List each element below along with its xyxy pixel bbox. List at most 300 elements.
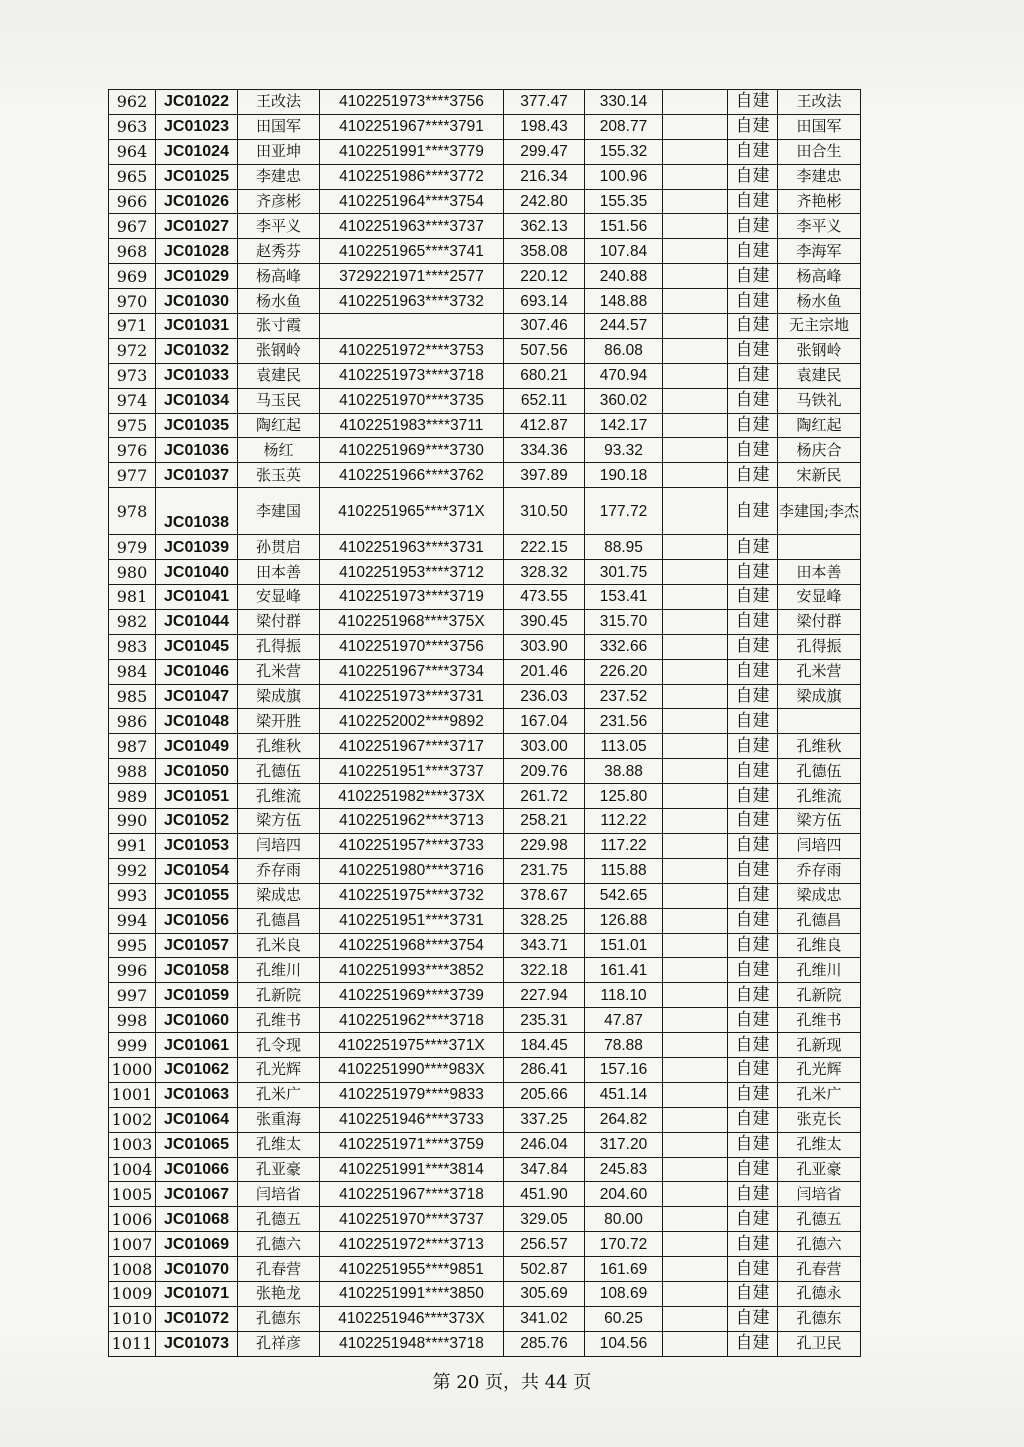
- area-value-1: 322.18: [504, 958, 585, 983]
- parcel-code: JC01048: [156, 709, 238, 734]
- id-number: 4102251967****3734: [320, 659, 504, 684]
- table-row: [109, 214, 861, 239]
- build-type: 自建: [728, 314, 778, 339]
- parcel-code: JC01034: [156, 388, 238, 413]
- holder-name: 杨水鱼: [238, 289, 320, 314]
- area-value-2: 155.32: [585, 139, 663, 164]
- parcel-code: JC01051: [156, 784, 238, 809]
- table-row: [109, 1232, 861, 1257]
- row-number: 1008: [109, 1257, 156, 1282]
- parcel-code: JC01057: [156, 933, 238, 958]
- land-registry-table: [108, 89, 861, 1357]
- area-value-1: 377.47: [504, 90, 585, 115]
- table-row: [109, 734, 861, 759]
- area-value-1: 220.12: [504, 264, 585, 289]
- row-number: 967: [109, 214, 156, 239]
- holder-name: 张重海: [238, 1107, 320, 1132]
- area-value-2: 115.88: [585, 858, 663, 883]
- area-value-2: 330.14: [585, 90, 663, 115]
- build-type: 自建: [728, 560, 778, 585]
- blank-cell: [663, 983, 728, 1008]
- holder-name: 孙贯启: [238, 535, 320, 560]
- build-type: 自建: [728, 535, 778, 560]
- holder-name: 孔德五: [238, 1207, 320, 1232]
- area-value-2: 118.10: [585, 983, 663, 1008]
- holder-name: 孔维秋: [238, 734, 320, 759]
- area-value-2: 190.18: [585, 463, 663, 488]
- id-number: 4102251948****3718: [320, 1331, 504, 1356]
- parcel-code: JC01046: [156, 659, 238, 684]
- build-type: 自建: [728, 709, 778, 734]
- table-row: [109, 1331, 861, 1356]
- id-number: 4102251973****3718: [320, 363, 504, 388]
- build-type: 自建: [728, 264, 778, 289]
- table-row: [109, 609, 861, 634]
- holder-name: 梁成旗: [238, 684, 320, 709]
- blank-cell: [663, 1232, 728, 1257]
- parcel-code: JC01041: [156, 585, 238, 610]
- area-value-2: 161.69: [585, 1257, 663, 1282]
- build-type: 自建: [728, 388, 778, 413]
- parcel-code: JC01031: [156, 314, 238, 339]
- holder-name: 孔维川: [238, 958, 320, 983]
- row-number: 1005: [109, 1182, 156, 1207]
- table-row: [109, 164, 861, 189]
- row-number: 1003: [109, 1132, 156, 1157]
- area-value-2: 104.56: [585, 1331, 663, 1356]
- area-value-2: 148.88: [585, 289, 663, 314]
- row-number: 988: [109, 759, 156, 784]
- owner-name: 田合生: [778, 139, 861, 164]
- parcel-code: JC01061: [156, 1033, 238, 1058]
- id-number: 4102251953****3712: [320, 560, 504, 585]
- blank-cell: [663, 535, 728, 560]
- parcel-code: JC01024: [156, 139, 238, 164]
- area-value-2: 204.60: [585, 1182, 663, 1207]
- id-number: 4102251965****3741: [320, 239, 504, 264]
- blank-cell: [663, 139, 728, 164]
- area-value-1: 329.05: [504, 1207, 585, 1232]
- owner-name: 孔维流: [778, 784, 861, 809]
- holder-name: 张玉英: [238, 463, 320, 488]
- id-number: 4102251980****3716: [320, 858, 504, 883]
- area-value-1: 198.43: [504, 114, 585, 139]
- area-value-2: 161.41: [585, 958, 663, 983]
- table-row: [109, 114, 861, 139]
- id-number: 4102251973****3731: [320, 684, 504, 709]
- holder-name: 孔令现: [238, 1033, 320, 1058]
- blank-cell: [663, 1306, 728, 1331]
- build-type: 自建: [728, 139, 778, 164]
- area-value-2: 117.22: [585, 833, 663, 858]
- table-row: [109, 634, 861, 659]
- area-value-1: 256.57: [504, 1232, 585, 1257]
- table-row: [109, 958, 861, 983]
- table-row: [109, 983, 861, 1008]
- blank-cell: [663, 1107, 728, 1132]
- row-number: 999: [109, 1033, 156, 1058]
- row-number: 970: [109, 289, 156, 314]
- owner-name: 梁成旗: [778, 684, 861, 709]
- blank-cell: [663, 164, 728, 189]
- parcel-code: JC01058: [156, 958, 238, 983]
- id-number: 4102251970****3735: [320, 388, 504, 413]
- blank-cell: [663, 1082, 728, 1107]
- area-value-1: 328.25: [504, 908, 585, 933]
- area-value-2: 108.69: [585, 1281, 663, 1306]
- owner-name: 闫培省: [778, 1182, 861, 1207]
- id-number: 4102251946****3733: [320, 1107, 504, 1132]
- id-number: 4102251968****375X: [320, 609, 504, 634]
- blank-cell: [663, 189, 728, 214]
- holder-name: 孔光辉: [238, 1057, 320, 1082]
- owner-name: 孔得振: [778, 634, 861, 659]
- owner-name: 李平义: [778, 214, 861, 239]
- area-value-2: 86.08: [585, 338, 663, 363]
- row-number: 984: [109, 659, 156, 684]
- parcel-code: JC01054: [156, 858, 238, 883]
- row-number: 1001: [109, 1082, 156, 1107]
- id-number: 4102251963****3731: [320, 535, 504, 560]
- owner-name: 孔维书: [778, 1008, 861, 1033]
- owner-name: 孔维秋: [778, 734, 861, 759]
- parcel-code: JC01033: [156, 363, 238, 388]
- area-value-1: 343.71: [504, 933, 585, 958]
- table-row: [109, 289, 861, 314]
- parcel-code: JC01065: [156, 1132, 238, 1157]
- build-type: 自建: [728, 809, 778, 834]
- table-row: [109, 463, 861, 488]
- holder-name: 孔德伍: [238, 759, 320, 784]
- id-number: 4102251967****3718: [320, 1182, 504, 1207]
- area-value-2: 315.70: [585, 609, 663, 634]
- blank-cell: [663, 1207, 728, 1232]
- area-value-2: 153.41: [585, 585, 663, 610]
- table-row: [109, 1033, 861, 1058]
- id-number: 4102251955****9851: [320, 1257, 504, 1282]
- owner-name: 孔德东: [778, 1306, 861, 1331]
- id-number: 4102251970****3756: [320, 634, 504, 659]
- table-row: [109, 189, 861, 214]
- parcel-code: JC01053: [156, 833, 238, 858]
- table-row: [109, 535, 861, 560]
- blank-cell: [663, 214, 728, 239]
- blank-cell: [663, 734, 728, 759]
- table-row: [109, 1306, 861, 1331]
- holder-name: 杨红: [238, 438, 320, 463]
- id-number: 4102251993****3852: [320, 958, 504, 983]
- blank-cell: [663, 1057, 728, 1082]
- area-value-2: 112.22: [585, 809, 663, 834]
- area-value-2: 38.88: [585, 759, 663, 784]
- blank-cell: [663, 883, 728, 908]
- id-number: 4102251966****3762: [320, 463, 504, 488]
- area-value-1: 502.87: [504, 1257, 585, 1282]
- blank-cell: [663, 634, 728, 659]
- area-value-2: 231.56: [585, 709, 663, 734]
- build-type: 自建: [728, 1182, 778, 1207]
- area-value-2: 93.32: [585, 438, 663, 463]
- build-type: 自建: [728, 338, 778, 363]
- owner-name: 杨庆合: [778, 438, 861, 463]
- area-value-1: 337.25: [504, 1107, 585, 1132]
- area-value-2: 451.14: [585, 1082, 663, 1107]
- holder-name: 李建国: [238, 488, 320, 535]
- area-value-2: 78.88: [585, 1033, 663, 1058]
- area-value-1: 451.90: [504, 1182, 585, 1207]
- id-number: 4102251973****3719: [320, 585, 504, 610]
- owner-name: 孔米广: [778, 1082, 861, 1107]
- holder-name: 袁建民: [238, 363, 320, 388]
- parcel-code: JC01069: [156, 1232, 238, 1257]
- area-value-1: 334.36: [504, 438, 585, 463]
- id-number: 3729221971****2577: [320, 264, 504, 289]
- owner-name: 孔新现: [778, 1033, 861, 1058]
- table-row: [109, 488, 861, 535]
- id-number: 4102251982****373X: [320, 784, 504, 809]
- owner-name: 陶红起: [778, 413, 861, 438]
- build-type: 自建: [728, 1008, 778, 1033]
- row-number: 989: [109, 784, 156, 809]
- area-value-2: 125.80: [585, 784, 663, 809]
- build-type: 自建: [728, 1033, 778, 1058]
- parcel-code: JC01049: [156, 734, 238, 759]
- owner-name: 田国军: [778, 114, 861, 139]
- area-value-1: 652.11: [504, 388, 585, 413]
- owner-name: 孔德六: [778, 1232, 861, 1257]
- area-value-2: 264.82: [585, 1107, 663, 1132]
- area-value-2: 155.35: [585, 189, 663, 214]
- area-value-2: 151.56: [585, 214, 663, 239]
- table-row: [109, 1057, 861, 1082]
- id-number: 4102251946****373X: [320, 1306, 504, 1331]
- id-number: 4102251957****3733: [320, 833, 504, 858]
- owner-name: 孔维太: [778, 1132, 861, 1157]
- holder-name: 梁成忠: [238, 883, 320, 908]
- build-type: 自建: [728, 759, 778, 784]
- build-type: 自建: [728, 90, 778, 115]
- row-number: 971: [109, 314, 156, 339]
- table-row: [109, 1257, 861, 1282]
- area-value-2: 177.72: [585, 488, 663, 535]
- table-row: [109, 1082, 861, 1107]
- row-number: 991: [109, 833, 156, 858]
- blank-cell: [663, 933, 728, 958]
- owner-name: 孔春营: [778, 1257, 861, 1282]
- blank-cell: [663, 488, 728, 535]
- build-type: 自建: [728, 883, 778, 908]
- parcel-code: JC01036: [156, 438, 238, 463]
- table-row: [109, 90, 861, 115]
- parcel-code: JC01035: [156, 413, 238, 438]
- id-number: 4102251962****3713: [320, 809, 504, 834]
- owner-name: [778, 709, 861, 734]
- blank-cell: [663, 413, 728, 438]
- build-type: 自建: [728, 1082, 778, 1107]
- row-number: 1004: [109, 1157, 156, 1182]
- area-value-1: 229.98: [504, 833, 585, 858]
- build-type: 自建: [728, 958, 778, 983]
- area-value-1: 231.75: [504, 858, 585, 883]
- table-row: [109, 1182, 861, 1207]
- area-value-2: 142.17: [585, 413, 663, 438]
- row-number: 983: [109, 634, 156, 659]
- row-number: 1011: [109, 1331, 156, 1356]
- table-row: [109, 1207, 861, 1232]
- build-type: 自建: [728, 438, 778, 463]
- holder-name: 孔德六: [238, 1232, 320, 1257]
- area-value-2: 226.20: [585, 659, 663, 684]
- area-value-1: 303.00: [504, 734, 585, 759]
- build-type: 自建: [728, 684, 778, 709]
- owner-name: 梁成忠: [778, 883, 861, 908]
- row-number: 964: [109, 139, 156, 164]
- blank-cell: [663, 264, 728, 289]
- id-number: 4102251971****3759: [320, 1132, 504, 1157]
- blank-cell: [663, 338, 728, 363]
- area-value-1: 303.90: [504, 634, 585, 659]
- id-number: 4102251991****3850: [320, 1281, 504, 1306]
- area-value-1: 328.32: [504, 560, 585, 585]
- area-value-2: 240.88: [585, 264, 663, 289]
- build-type: 自建: [728, 1207, 778, 1232]
- build-type: 自建: [728, 1257, 778, 1282]
- table-row: [109, 883, 861, 908]
- row-number: 982: [109, 609, 156, 634]
- area-value-1: 216.34: [504, 164, 585, 189]
- row-number: 981: [109, 585, 156, 610]
- area-value-2: 80.00: [585, 1207, 663, 1232]
- build-type: 自建: [728, 1232, 778, 1257]
- row-number: 1006: [109, 1207, 156, 1232]
- parcel-code: JC01063: [156, 1082, 238, 1107]
- owner-name: 杨高峰: [778, 264, 861, 289]
- build-type: 自建: [728, 114, 778, 139]
- table-row: [109, 809, 861, 834]
- blank-cell: [663, 958, 728, 983]
- owner-name: 张克长: [778, 1107, 861, 1132]
- owner-name: 梁付群: [778, 609, 861, 634]
- area-value-1: 184.45: [504, 1033, 585, 1058]
- table-row: [109, 759, 861, 784]
- area-value-2: 107.84: [585, 239, 663, 264]
- build-type: 自建: [728, 214, 778, 239]
- blank-cell: [663, 1257, 728, 1282]
- holder-name: 孔春营: [238, 1257, 320, 1282]
- area-value-1: 261.72: [504, 784, 585, 809]
- row-number: 974: [109, 388, 156, 413]
- area-value-2: 151.01: [585, 933, 663, 958]
- parcel-code: JC01044: [156, 609, 238, 634]
- table-row: [109, 338, 861, 363]
- row-number: 985: [109, 684, 156, 709]
- table-row: [109, 1132, 861, 1157]
- area-value-2: 301.75: [585, 560, 663, 585]
- blank-cell: [663, 1331, 728, 1356]
- id-number: 4102251969****3730: [320, 438, 504, 463]
- owner-name: 孔米营: [778, 659, 861, 684]
- area-value-2: 360.02: [585, 388, 663, 413]
- holder-name: 王改法: [238, 90, 320, 115]
- area-value-2: 100.96: [585, 164, 663, 189]
- table-row: [109, 659, 861, 684]
- holder-name: 田本善: [238, 560, 320, 585]
- holder-name: 马玉民: [238, 388, 320, 413]
- table-row: [109, 363, 861, 388]
- blank-cell: [663, 858, 728, 883]
- id-number: 4102251969****3739: [320, 983, 504, 1008]
- build-type: 自建: [728, 1107, 778, 1132]
- owner-name: 袁建民: [778, 363, 861, 388]
- holder-name: 梁方伍: [238, 809, 320, 834]
- parcel-code: JC01023: [156, 114, 238, 139]
- build-type: 自建: [728, 634, 778, 659]
- parcel-code: JC01056: [156, 908, 238, 933]
- parcel-code: JC01038: [156, 488, 238, 535]
- holder-name: 陶红起: [238, 413, 320, 438]
- parcel-code: JC01039: [156, 535, 238, 560]
- area-value-2: 88.95: [585, 535, 663, 560]
- area-value-1: 307.46: [504, 314, 585, 339]
- row-number: 992: [109, 858, 156, 883]
- area-value-1: 235.31: [504, 1008, 585, 1033]
- area-value-2: 126.88: [585, 908, 663, 933]
- build-type: 自建: [728, 413, 778, 438]
- blank-cell: [663, 560, 728, 585]
- blank-cell: [663, 463, 728, 488]
- parcel-code: JC01040: [156, 560, 238, 585]
- id-number: 4102251964****3754: [320, 189, 504, 214]
- owner-name: 孔卫民: [778, 1331, 861, 1356]
- row-number: 998: [109, 1008, 156, 1033]
- owner-name: 宋新民: [778, 463, 861, 488]
- blank-cell: [663, 90, 728, 115]
- build-type: 自建: [728, 908, 778, 933]
- row-number: 1007: [109, 1232, 156, 1257]
- owner-name: 孔德永: [778, 1281, 861, 1306]
- holder-name: 孔德昌: [238, 908, 320, 933]
- owner-name: 马铁礼: [778, 388, 861, 413]
- area-value-1: 680.21: [504, 363, 585, 388]
- holder-name: 杨高峰: [238, 264, 320, 289]
- parcel-code: JC01050: [156, 759, 238, 784]
- build-type: 自建: [728, 164, 778, 189]
- row-number: 963: [109, 114, 156, 139]
- table-row: [109, 388, 861, 413]
- owner-name: 孔维川: [778, 958, 861, 983]
- owner-name: 王改法: [778, 90, 861, 115]
- build-type: 自建: [728, 363, 778, 388]
- blank-cell: [663, 759, 728, 784]
- table-row: [109, 438, 861, 463]
- row-number: 978: [109, 488, 156, 535]
- owner-name: [778, 535, 861, 560]
- id-number: 4102251972****3713: [320, 1232, 504, 1257]
- holder-name: 田国军: [238, 114, 320, 139]
- id-number: 4102251983****3711: [320, 413, 504, 438]
- row-number: 977: [109, 463, 156, 488]
- holder-name: 孔米良: [238, 933, 320, 958]
- area-value-1: 242.80: [504, 189, 585, 214]
- build-type: 自建: [728, 1057, 778, 1082]
- table-row: [109, 933, 861, 958]
- area-value-1: 362.13: [504, 214, 585, 239]
- build-type: 自建: [728, 488, 778, 535]
- blank-cell: [663, 908, 728, 933]
- table-row: [109, 1157, 861, 1182]
- id-number: 4102251967****3791: [320, 114, 504, 139]
- owner-name: 齐艳彬: [778, 189, 861, 214]
